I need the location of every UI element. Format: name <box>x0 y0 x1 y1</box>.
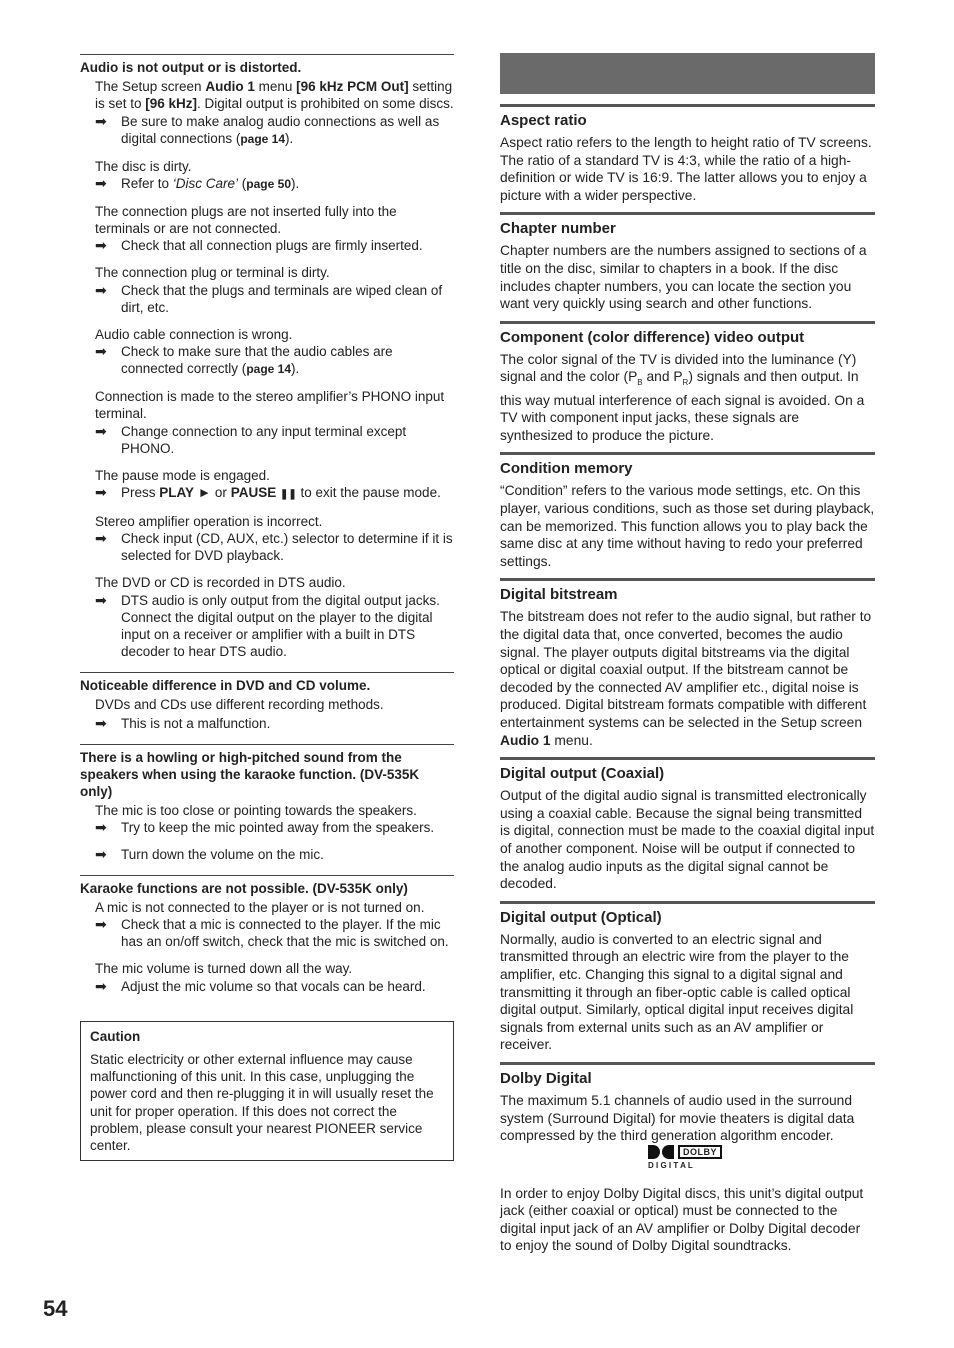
cause-text: A mic is not connected to the player or is not turned on. <box>95 900 425 916</box>
cause-text: The mic is too close or pointing towards the speakers. <box>95 802 417 818</box>
term-heading: Digital bitstream <box>500 586 618 604</box>
divider <box>80 744 454 745</box>
term-heading: Component (color difference) video output <box>500 328 805 346</box>
cause-text: The DVD or CD is recorded in DTS audio. <box>95 575 346 591</box>
term-heading: Digital output (Optical) <box>500 908 662 926</box>
cause-text: Stereo amplifier operation is incorrect. <box>95 513 323 529</box>
term-heading: Digital output (Coaxial) <box>500 765 665 783</box>
cause-text: Connection is made to the stereo amplifier’s PHONO input terminal. <box>95 389 445 422</box>
arrow-icon: ➡ <box>95 591 107 608</box>
cause-text: The disc is dirty. <box>95 158 192 174</box>
divider <box>500 212 875 215</box>
cause-text: Audio cable connection is wrong. <box>95 326 293 342</box>
arrow-icon: ➡ <box>95 343 107 360</box>
dolby-wordmark: DOLBY <box>678 1145 722 1159</box>
remedy: ➡ Check to make sure that the audio cables are connected correctly (page 14). <box>95 343 393 377</box>
divider <box>500 757 875 760</box>
dolby-d-left-icon <box>648 1145 660 1159</box>
divider <box>500 901 875 904</box>
divider <box>500 104 875 107</box>
divider <box>80 672 454 673</box>
dolby-d-right-icon <box>662 1145 674 1159</box>
section-heading: Noticeable difference in DVD and CD volume. <box>80 677 371 693</box>
arrow-icon: ➡ <box>95 281 107 298</box>
cause-text: The connection plugs are not inserted fully into the terminals or are not connected. <box>95 203 397 237</box>
remedy: ➡ Change connection to any input terminal except PHONO. <box>95 422 407 456</box>
arrow-icon: ➡ <box>95 483 107 500</box>
term-heading: Dolby Digital <box>500 1069 592 1087</box>
arrow-icon: ➡ <box>95 112 107 129</box>
divider <box>500 1062 875 1065</box>
section-heading: Audio is not output or is distorted. <box>80 60 302 75</box>
glossary-title-bar <box>500 53 875 94</box>
page-number: 54 <box>43 1296 68 1321</box>
cause-text: DVDs and CDs use different recording methods. <box>95 696 384 712</box>
pause-icon: ❚❚ <box>279 488 297 500</box>
term-heading: Aspect ratio <box>500 112 587 129</box>
divider <box>500 321 875 324</box>
term-text: The bitstream does not refer to the audio signal, but rather to the digital data that, once converted, becomes the audio signal. The player outputs digital bitstreams via the digital optical or digital coaxial output. If the bitstream cannot be decoded by the connected AV amplifier etc., digital noise is produced. Digital bitstream formats compatible with different entertainment systems can be selected in the Setup screen Audio 1 menu. <box>500 609 872 748</box>
term-text: Output of the digital audio signal is transmitted electronically using a coaxial cable. Because the signal being transmitted is digital, connection must be made to the coaxial digital input of another component. Noise will be output if connected to the analog audio inputs as the digital signal cannot be decoded. <box>500 788 875 892</box>
section-heading: Karaoke functions are not possible. (DV-535K only) <box>80 881 408 897</box>
term-text: In order to enjoy Dolby Digital discs, this unit’s digital output jack (either coaxial or optical) must be connected to the digital input jack of an AV amplifier or Dolby Digital decoder to enjoy the sound of Dolby Digital soundtracks. <box>500 1185 864 1254</box>
remedy: ➡ Refer to ‘Disc Care’ (page 50). <box>95 174 300 191</box>
remedy: ➡ Turn down the volume on the mic. <box>95 846 324 863</box>
term-text: The color signal of the TV is divided into the luminance (Y) signal and the color ($P_B$ and $P_R$) signals and then output. In this way mutual interference of each signal is avoided. On a TV with component input jacks, these signals are synthesized to produce the picture. <box>500 351 865 443</box>
divider <box>80 875 454 876</box>
remedy: ➡ Check that the plugs and terminals are wiped clean of dirt, etc. <box>95 281 443 315</box>
divider <box>500 578 875 581</box>
remedy: ➡ This is not a malfunction. <box>95 714 271 731</box>
term-heading: Condition memory <box>500 460 633 478</box>
term-text: The maximum 5.1 channels of audio used in the surround system (Surround Digital) for movie theaters is digital data compressed by the third generation algorithm encoder. <box>500 1092 855 1144</box>
term-text: Aspect ratio refers to the length to height ratio of TV screens. The ratio of a standard TV is 4:3, while the ratio of a high-definition or wide TV is 16:9. The latter allows you to enjoy a picture with a wider perspective. <box>500 135 872 203</box>
arrow-icon: ➡ <box>95 977 107 994</box>
term-text: “Condition” refers to the various mode settings, etc. On this player, various conditions, such as those set during playback, can be memorized. This function allows you to play back the same disc at any time without having to redo your preferred settings. <box>500 483 875 569</box>
cause-text: The connection plug or terminal is dirty. <box>95 265 330 281</box>
remedy: ➡ Be sure to make analog audio connections as well as digital connections (page 14). <box>95 112 440 146</box>
term-text: Normally, audio is converted to an electric signal and transmitted through an electric wire from the player to the amplifier, etc. Changing this signal to a digital signal and transmitting it through an fiber-optic cable is called optical digital output. Similarly, optical digital input receives digital signals from external units such as an AV amplifier or receiver. <box>500 931 854 1053</box>
divider <box>80 54 454 55</box>
troubleshooting-column <box>80 0 454 1161</box>
caution-box <box>80 1021 454 1161</box>
arrow-icon: ➡ <box>95 530 107 547</box>
cause-text: The pause mode is engaged. <box>95 467 270 483</box>
section-heading: There is a howling or high-pitched sound from the speakers when using the karaoke function. (DV-535K only) <box>80 749 420 799</box>
dolby-digital-logo <box>648 1145 724 1171</box>
remedy: ➡ Adjust the mic volume so that vocals can be heard. <box>95 977 426 994</box>
caution-heading: Caution <box>90 1028 141 1044</box>
caution-text: Static electricity or other external influence may cause malfunctioning of this unit. In this case, unplugging the power cord and then re-plugging it in will usually reset the unit for proper operation. If this does not correct the problem, please consult your nearest PIONEER service center. <box>90 1051 434 1154</box>
divider <box>500 452 875 455</box>
digital-wordmark: D I G I T A L <box>648 1160 693 1170</box>
arrow-icon: ➡ <box>95 846 107 863</box>
glossary-column <box>500 0 875 1255</box>
remedy: ➡ Check that a mic is connected to the player. If the mic has an on/off switch, check that the mic is switched on. <box>95 916 449 950</box>
arrow-icon: ➡ <box>95 916 107 933</box>
remedy: ➡ Check input (CD, AUX, etc.) selector to determine if it is selected for DVD playback. <box>95 530 453 564</box>
term-text: Chapter numbers are the numbers assigned to sections of a title on the disc, similar to chapters in a book. If the disc includes chapter numbers, you can locate the section you want very quickly using search and other functions. <box>500 243 867 312</box>
arrow-icon: ➡ <box>95 237 107 254</box>
cause-text: The Setup screen Audio 1 menu [96 kHz PCM Out] setting is set to [96 kHz]. Digital output is prohibited on some discs. <box>95 79 454 112</box>
arrow-icon: ➡ <box>95 714 107 731</box>
play-icon: ► <box>197 484 212 500</box>
arrow-icon: ➡ <box>95 174 107 191</box>
term-heading: Chapter number <box>500 220 616 238</box>
remedy: ➡ DTS audio is only output from the digital output jacks. Connect the digital output on the player to the digital input on a receiver or amplifier with a built in DTS decoder to hear DTS audio. <box>95 591 440 659</box>
remedy: ➡ Press PLAY ► or PAUSE ❚❚ to exit the pause mode. <box>95 484 454 503</box>
remedy: ➡ Try to keep the mic pointed away from the speakers. <box>95 819 435 836</box>
remedy: ➡ Check that all connection plugs are firmly inserted. <box>95 237 423 254</box>
cause-text: The mic volume is turned down all the way. <box>95 961 353 977</box>
arrow-icon: ➡ <box>95 422 107 439</box>
arrow-icon: ➡ <box>95 819 107 836</box>
